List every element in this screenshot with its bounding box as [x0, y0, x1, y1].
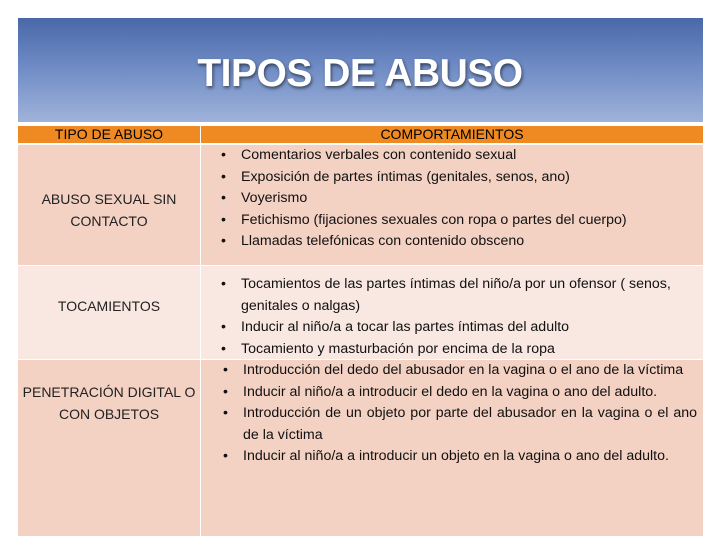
- list-item: • Llamadas telefónicas con contenido obsceno: [217, 231, 699, 253]
- column-header-type: TIPO DE ABUSO: [18, 126, 200, 143]
- behaviors-list-penetracion: [219, 360, 697, 468]
- list-item: • Introducción de un objeto por parte del abusador en la vagina o el ano de la víctima: [219, 403, 697, 446]
- list-item: • Tocamiento y masturbación por encima de la ropa: [217, 339, 699, 361]
- list-item: • Inducir al niño/a a introducir un objeto en la vagina o ano del adulto.: [219, 446, 697, 468]
- list-item: • Tocamientos de las partes íntimas del niño/a por un ofensor ( senos, genitales o nalgas): [217, 274, 699, 317]
- list-item: • Comentarios verbales con contenido sexual: [217, 145, 699, 167]
- slide-title: TIPOS DE ABUSO: [197, 52, 523, 95]
- list-item: • Inducir al niño/a a introducir el dedo en la vagina o ano del adulto.: [219, 382, 697, 404]
- list-item: • Inducir al niño/a a tocar las partes íntimas del adulto: [217, 317, 699, 339]
- list-item: • Voyerismo: [217, 188, 699, 210]
- list-item: • Exposición de partes íntimas (genitales, senos, ano): [217, 167, 699, 189]
- list-item: • Fetichismo (fijaciones sexuales con ropa o partes del cuerpo): [217, 210, 699, 232]
- behaviors-list-tocamientos: [217, 274, 699, 360]
- list-item: • Introducción del dedo del abusador en la vagina o el ano de la víctima: [219, 360, 697, 382]
- behaviors-list-sin-contacto: [217, 145, 699, 253]
- row-label-tocamientos: TOCAMIENTOS: [57, 298, 161, 314]
- row-label-penetracion: PENETRACIÓN DIGITAL O CON OBJETOS: [22, 384, 196, 422]
- column-header-behaviors: COMPORTAMIENTOS: [201, 126, 703, 143]
- row-label-sin-contacto: ABUSO SEXUAL SIN CONTACTO: [41, 191, 177, 229]
